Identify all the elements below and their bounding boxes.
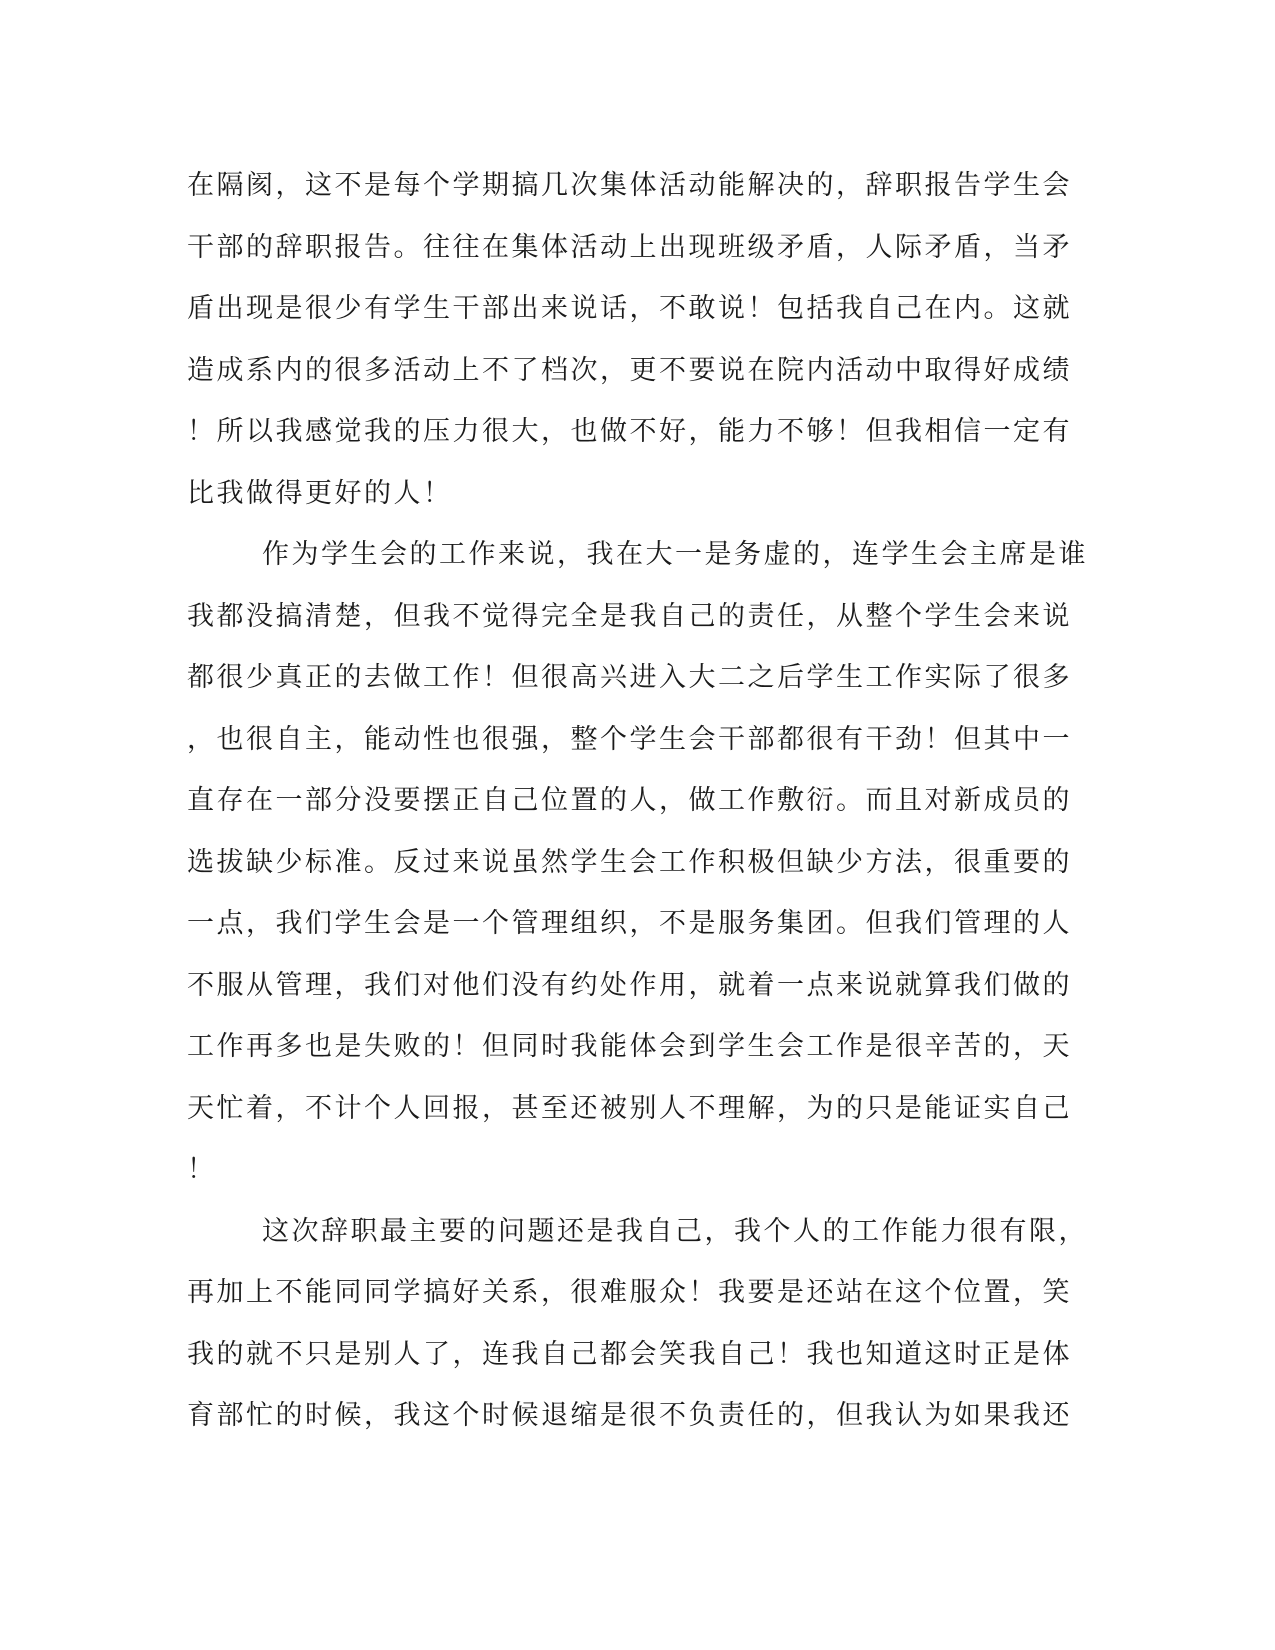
text-line: ！ <box>187 1154 217 1185</box>
text-line: 造成系内的很多活动上不了档次，更不要说在院内活动中取得好成绩 <box>187 354 1072 386</box>
text-line: 天忙着，不计个人回报，甚至还被别人不理解，为的只是能证实自己 <box>187 1092 1072 1124</box>
text-line: 作为学生会的工作来说，我在大一是务虚的，连学生会主席是谁 <box>262 539 1088 570</box>
text-line: 再加上不能同同学搞好关系，很难服众！我要是还站在这个位置，笑 <box>187 1277 1072 1308</box>
text-line: 在隔阂，这不是每个学期搞几次集体活动能解决的，辞职报告学生会 <box>187 170 1072 201</box>
text-line: ，也很自主，能动性也很强，整个学生会干部都很有干劲！但其中一 <box>187 723 1072 755</box>
text-line: 直存在一部分没要摆正自己位置的人，做工作敷衍。而且对新成员的 <box>187 785 1072 816</box>
text-line: 一点，我们学生会是一个管理组织，不是服务集团。但我们管理的人 <box>187 908 1072 939</box>
text-line: 比我做得更好的人！ <box>187 477 453 509</box>
document-body <box>187 155 1088 1447</box>
text-line: 干部的辞职报告。往往在集体活动上出现班级矛盾，人际矛盾，当矛 <box>187 231 1072 263</box>
text-line: 不服从管理，我们对他们没有约处作用，就着一点来说就算我们做的 <box>187 969 1072 1001</box>
text-line: 盾出现是很少有学生干部出来说话，不敢说！包括我自己在内。这就 <box>187 293 1072 324</box>
text-line: ！所以我感觉我的压力很大，也做不好，能力不够！但我相信一定有 <box>187 416 1072 447</box>
text-line: 育部忙的时候，我这个时候退缩是很不负责任的，但我认为如果我还 <box>187 1400 1072 1431</box>
text-line: 都很少真正的去做工作！但很高兴进入大二之后学生工作实际了很多 <box>187 662 1072 693</box>
text-line: 我的就不只是别人了，连我自己都会笑我自己！我也知道这时正是体 <box>187 1338 1072 1370</box>
text-line: 我都没搞清楚，但我不觉得完全是我自己的责任，从整个学生会来说 <box>187 600 1072 632</box>
text-line: 这次辞职最主要的问题还是我自己，我个人的工作能力很有限， <box>262 1215 1088 1247</box>
text-line: 工作再多也是失败的！但同时我能体会到学生会工作是很辛苦的，天 <box>187 1031 1072 1062</box>
text-line: 选拔缺少标准。反过来说虽然学生会工作积极但缺少方法，很重要的 <box>187 846 1072 878</box>
